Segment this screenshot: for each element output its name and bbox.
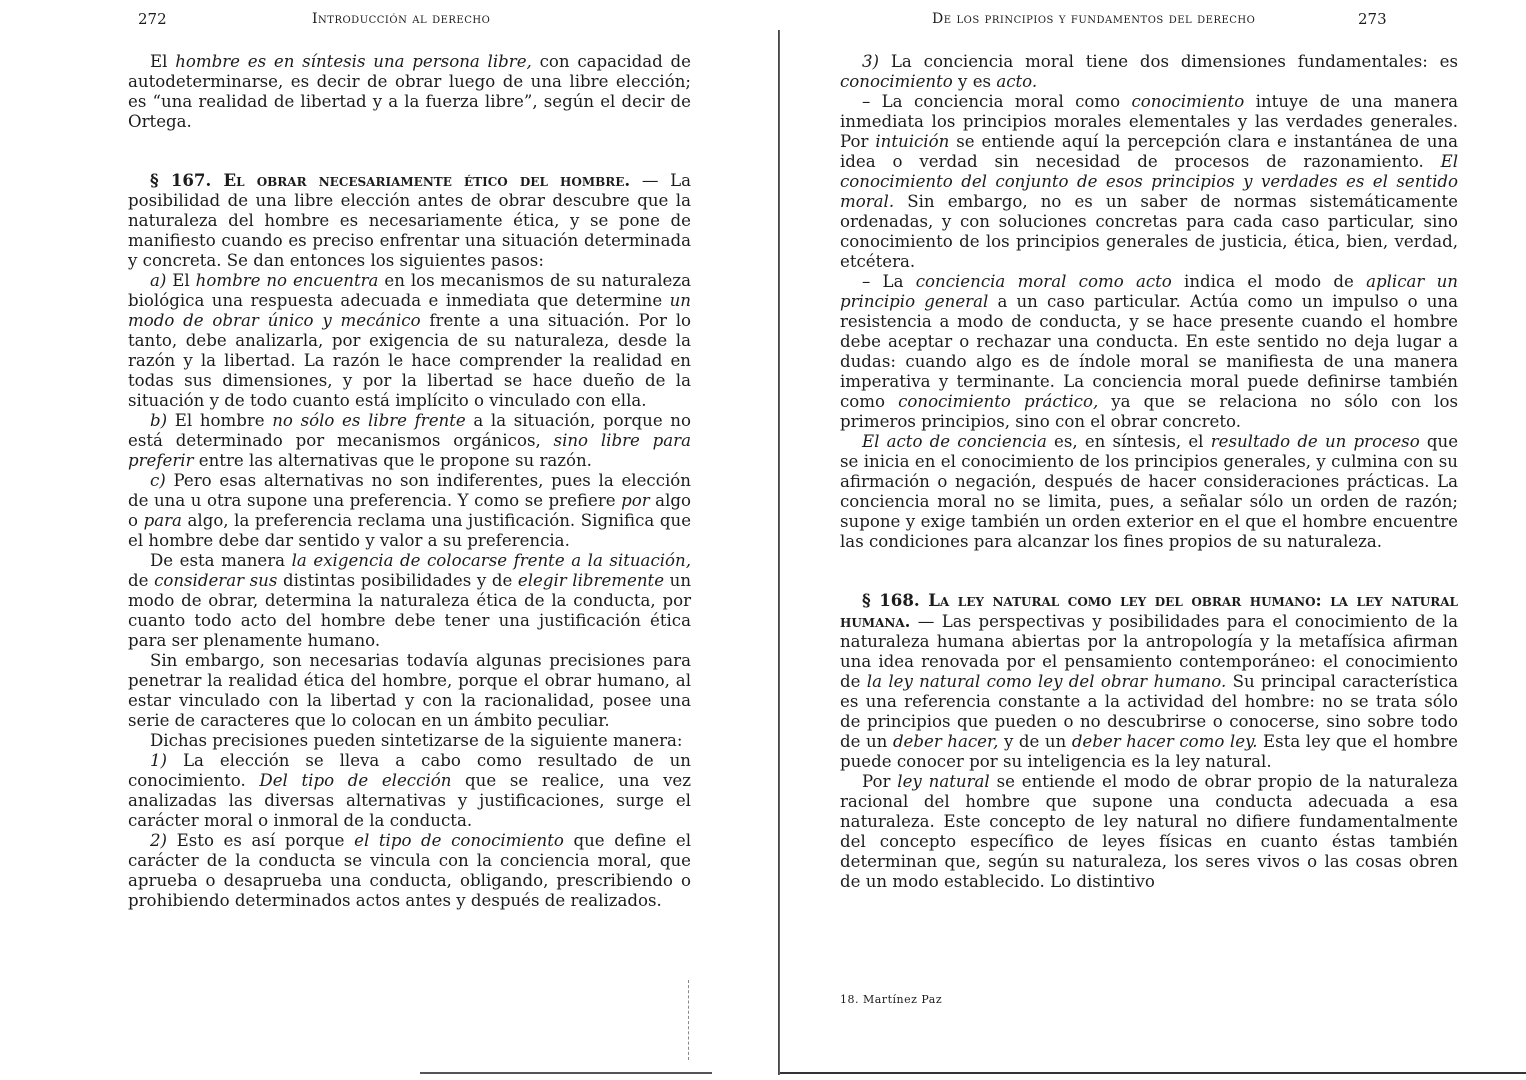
paragraph: [128, 52, 691, 132]
paragraph: [128, 471, 691, 551]
text-run: La elección se lleva a cabo como resultado de un conocimiento.: [128, 751, 691, 790]
italic-text: El conocimiento del conjunto de esos principios y verdades es el sentido moral.: [840, 152, 1458, 211]
paragraph: [128, 411, 691, 471]
italic-text: no sólo es libre frente: [272, 411, 466, 430]
italic-text: elegir libremente: [517, 571, 665, 590]
italic-text: la exigencia de colocarse frente a la situación,: [291, 551, 692, 570]
text-run: La conciencia moral tiene dos dimensiones fundamentales: es: [879, 52, 1458, 71]
text-run: es, en síntesis, el: [1046, 432, 1211, 451]
italic-text: 2): [150, 831, 168, 850]
paragraph: [128, 831, 691, 911]
footnote: 18. Martínez Paz: [840, 993, 943, 1006]
italic-text: hombre es en síntesis una persona libre,: [175, 52, 532, 71]
section-heading: [150, 171, 630, 190]
paragraph: [840, 772, 1458, 892]
text-run: un modo de obrar, determina la naturaleza ética de la conducta, por cuanto todo acto del hombre debe tener una justificación ética para ser plenamente humano.: [128, 571, 692, 650]
paragraph: [128, 731, 691, 751]
text-run: – La: [862, 272, 916, 291]
italic-text: deber hacer como ley.: [1071, 732, 1258, 751]
italic-text: c): [150, 471, 166, 490]
text-run: — La posibilidad de una libre elección antes de obrar descubre que la naturaleza del hombre es necesariamente ética, y se pone de manifiesto cuando es preciso enfrentar una situación determinada y concreta. Se dan entonces los siguientes pasos:: [128, 171, 692, 270]
paragraph: [128, 551, 691, 651]
italic-text: a): [150, 271, 167, 290]
running-head-left: Introducción al derecho: [312, 11, 491, 27]
text-run: El: [150, 52, 176, 71]
text-run: algo o: [128, 491, 691, 530]
section-number: § 168.: [862, 590, 929, 610]
text-run: Por: [862, 772, 898, 791]
paragraph: [128, 751, 691, 831]
italic-text: conocimiento: [1131, 92, 1245, 111]
text-run: Esta ley que el hombre puede conocer por su inteligencia es la ley natural.: [840, 732, 1459, 771]
section-number: § 167.: [150, 170, 224, 190]
section-title: La ley natural como ley del obrar humano: la ley natural humana.: [840, 590, 1458, 631]
italic-text: 1): [150, 751, 168, 770]
text-run: se entiende aquí la percepción clara e instantánea de una idea o verdad sin necesidad de procesos de razonamiento.: [840, 132, 1458, 171]
right-text-column: [840, 52, 1458, 892]
scan-artifact: [688, 980, 692, 1060]
paragraph: [840, 272, 1458, 432]
italic-text: ley natural: [897, 772, 990, 791]
text-run: intuye de una manera inmediata los principios morales elementales y las verdades generales. Por: [840, 92, 1458, 151]
section-168: [840, 590, 1458, 772]
italic-text: aplicar un principio general: [840, 272, 1458, 311]
italic-text: sino libre para preferir: [128, 431, 691, 470]
text-run: entre las alternativas que le propone su razón.: [193, 451, 592, 470]
text-run: Su principal característica es una referencia constante a la actividad del hombre: no se trata sólo de principios que pueden o no descubrirse o conocerse, sino sobre todo de un: [840, 672, 1459, 751]
text-run: a la situación, porque no está determinado por mecanismos orgánicos,: [128, 411, 691, 450]
page-number-right: 273: [1358, 10, 1387, 28]
text-run: con capacidad de autodeterminarse, es decir de obrar luego de una libre elección; es “una realidad de libertad y a la fuerza libre”, según el decir de Ortega.: [128, 52, 691, 131]
section-167: [128, 170, 691, 271]
italic-text: un modo de obrar único y mecánico: [128, 291, 691, 330]
text-run: distintas posibilidades y de: [277, 571, 518, 590]
left-page: [0, 0, 735, 1080]
italic-text: la ley natural como ley del obrar humano.: [866, 672, 1227, 691]
italic-text: por: [621, 491, 650, 510]
italic-text: para: [143, 511, 182, 530]
italic-text: intuición: [875, 132, 950, 151]
text-run: y es: [952, 72, 997, 91]
text-run: — Las perspectivas y posibilidades para el conocimiento de la naturaleza humana abiertas por la antropología y la metafísica afirman una idea renovada por el pensamiento contemporáneo: el conocimiento de: [840, 612, 1458, 691]
paragraph: [840, 52, 1458, 92]
text-run: frente a una situación. Por lo tanto, debe analizarla, por exigencia de su naturaleza, desde la razón y la libertad. La razón le hace comprender la realidad en todas sus dimensiones, y por la libertad se hace dueño de la situación y de todo cuanto está implícito o vinculado con ella.: [128, 311, 691, 410]
text-run: Dichas precisiones pueden sintetizarse de la siguiente manera:: [150, 731, 683, 750]
text-run: El hombre: [167, 411, 273, 430]
text-run: a un caso particular. Actúa como un impulso o una resistencia a modo de conducta, y se hace presente cuando el hombre debe aceptar o rechazar una conducta. En este sentido no deja lugar a dudas: cuando algo es de índole moral se manifiesta de una manera imperativa y terminante. La conciencia moral puede definirse también como: [840, 292, 1458, 411]
italic-text: resultado de un proceso: [1210, 432, 1420, 451]
text-run: De esta manera: [150, 551, 292, 570]
text-run: se entiende el modo de obrar propio de la naturaleza racional del hombre que supone una conducta adecuada a esa naturaleza. Este concepto de ley natural no difiere fundamentalmente del concepto específico de leyes físicas en cuanto éstas también determinan que, según su naturaleza, los seres vivos o las cosas obren de un modo establecido. Lo distintivo: [840, 772, 1458, 891]
text-run: Sin embargo, no es un saber de normas sistemáticamente ordenadas, y con soluciones concretas para cada caso particular, sino conocimiento de los principios generales de justicia, ética, bien, verdad, etcétera.: [840, 192, 1458, 271]
text-run: y de un: [998, 732, 1072, 751]
italic-text: el tipo de conocimiento: [354, 831, 564, 850]
running-head-right: De los principios y fundamentos del derecho: [932, 11, 1256, 27]
italic-text: hombre no encuentra: [195, 271, 379, 290]
text-run: Esto es así porque: [167, 831, 355, 850]
italic-text: Del tipo de elección: [259, 771, 452, 790]
text-run: El: [166, 271, 196, 290]
italic-text: conocimiento práctico,: [898, 392, 1099, 411]
page-number-left: 272: [138, 10, 167, 28]
italic-text: b): [150, 411, 168, 430]
bottom-rule-left: [420, 1072, 712, 1074]
italic-text: considerar sus: [154, 571, 278, 590]
section-title: El obrar necesariamente ético del hombre.: [223, 170, 631, 190]
text-run: Pero esas alternativas no son indiferentes, pues la elección de una u otra supone una preferencia. Y como se prefiere: [128, 471, 691, 510]
text-run: en los mecanismos de su naturaleza biológica una respuesta adecuada e inmediata que determine: [128, 271, 691, 310]
italic-text: 3): [862, 52, 880, 71]
text-run: que define el carácter de la conducta se vincula con la conciencia moral, que aprueba o desaprueba una conducta, obligando, prescribiendo o prohibiendo determinados actos antes y después de realizados.: [128, 831, 691, 910]
text-run: que se realice, una vez analizadas las diversas alternativas y justificaciones, surge el carácter moral o inmoral de la conducta.: [128, 771, 691, 830]
left-text-column: [128, 52, 691, 911]
italic-text: acto.: [996, 72, 1038, 91]
paragraph: [128, 271, 691, 411]
text-run: indica el modo de: [1171, 272, 1367, 291]
text-run: Sin embargo, son necesarias todavía algunas precisiones para penetrar la realidad ética del hombre, porque el obrar humano, al estar vinculado con la libertad y con la racionalidad, posee una serie de caracteres que lo colocan en un ámbito peculiar.: [128, 651, 691, 730]
text-run: algo, la preferencia reclama una justificación. Significa que el hombre debe dar sentido y valor a su preferencia.: [128, 511, 692, 550]
italic-text: conocimiento: [840, 72, 953, 91]
book-gutter: [735, 0, 780, 1080]
paragraph: [128, 651, 691, 731]
text-run: de: [128, 571, 155, 590]
right-page: [780, 0, 1526, 1080]
text-run: – La conciencia moral como: [862, 92, 1132, 111]
bottom-rule-right: [780, 1072, 1526, 1074]
italic-text: deber hacer,: [892, 732, 999, 751]
text-run: ya que se relaciona no sólo con los primeros principios, sino con el obrar concreto.: [840, 392, 1458, 431]
italic-text: conciencia moral como acto: [915, 272, 1172, 291]
text-run: que se inicia en el conocimiento de los principios generales, y culmina con su afirmación o negación, después de hacer consideraciones prácticas. La conciencia moral no se limita, pues, a señalar sólo un orden de razón; supone y exige también un orden exterior en el que el hombre encuentre las condiciones para alcanzar los fines propios de su naturaleza.: [840, 432, 1459, 551]
paragraph: [840, 92, 1458, 272]
italic-text: El acto de conciencia: [862, 432, 1047, 451]
paragraph: [840, 432, 1458, 552]
